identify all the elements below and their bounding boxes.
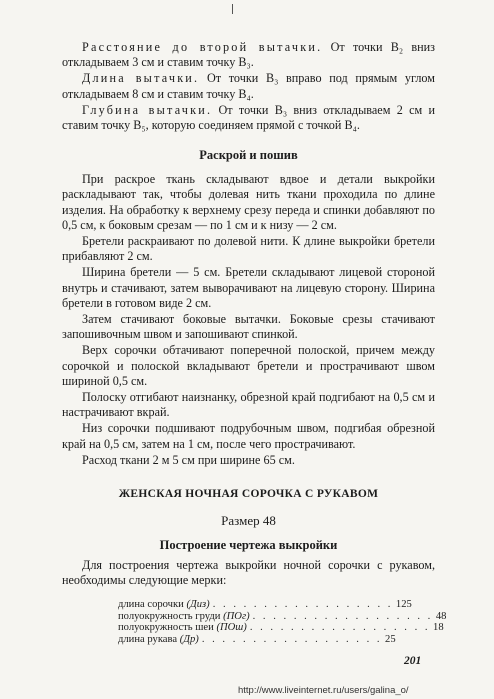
chapter-title: ЖЕНСКАЯ НОЧНАЯ СОРОЧКА С РУКАВОМ <box>118 488 379 500</box>
paragraph: Расход ткани 2 м 5 см при ширине 65 см. <box>82 452 295 467</box>
subsection-title: Построение чертежа выкройки <box>159 538 338 552</box>
paragraph: Для построения чертежа выкройки ночной сорочки с рукавом, необходимы следующие мерки: <box>62 558 435 588</box>
paragraph: При раскрое ткань складывают вдвое и детали выкройки раскладывают так, чтобы долевая нить ткани проходила по длине изделия. На обработку к верхнему срезу переда и спинки добавляют по 0,5 см, к боковым срезам — по 1 см и к низу — 2 см. <box>62 172 435 232</box>
measurement-row <box>118 633 396 646</box>
measurement-label: полуокружность шеи <box>118 622 214 633</box>
section-title: Раскрой и пошив <box>199 148 298 162</box>
paragraph: Верх сорочки обтачивают поперечной полоской, причем между сорочкой и полоской вкладывают бретели и прострачивают швом шириной 0,5 см. <box>62 343 435 388</box>
leader-dots: . . . . . . . . . . . . . . . . . . <box>201 633 383 645</box>
measurement-label: длина рукава <box>118 633 178 645</box>
paragraph <box>62 103 435 133</box>
paragraph: Низ сорочки подшивают подрубочным швом, подгибая обрезной край на 0,5 см, затем на 1 см, после чего прострачивают. <box>62 421 435 451</box>
measurement-code: (ПОш) <box>216 622 247 633</box>
measurement-value: 125 <box>395 599 412 610</box>
measurements-intro <box>62 558 435 588</box>
paragraph-text: От точки В₃ вправо под прямым углом откладываем 8 см и ставим точку В₄. <box>62 71 436 101</box>
measurement-value: 48 <box>435 610 447 622</box>
paragraph: Ширина бретели — 5 см. Бретели складывают лицевой стороной внутрь и стачивают, затем выворачивают на лицевую сторону. Ширина бретели в готовом виде 2 см. <box>62 265 435 310</box>
paragraph-text: От точки В₃ вниз откладываем 2 см и ставим точку В₅, которую соединяем прямой с точкой В₄. <box>62 102 435 133</box>
term: Расстояние до второй вытачки. <box>82 40 323 54</box>
paragraph: Полоску отгибают наизнанку, обрезной край подгибают на 0,5 см и настрачивают вкрай. <box>62 390 435 420</box>
term: Глубина вытачки. <box>82 102 213 117</box>
measurement-code: (Диз) <box>186 599 210 610</box>
measurement-row <box>118 622 444 634</box>
cutting-sewing-section <box>62 148 435 468</box>
scan-mark <box>232 4 233 14</box>
measurement-code: (ПОг) <box>223 610 250 622</box>
leader-dots: . . . . . . . . . . . . . . . . . . <box>249 622 431 633</box>
measurement-code: (Др) <box>179 633 199 645</box>
measurement-value: 18 <box>433 622 444 633</box>
page-number: 201 <box>404 655 422 667</box>
paragraph <box>62 40 435 70</box>
measurement-label: длина сорочки <box>118 599 184 610</box>
paragraph-text: От точки В₂ вниз откладываем 3 см и ставим точку В₃. <box>62 40 435 70</box>
paragraph: Затем стачивают боковые вытачки. Боковые срезы стачивают запошивочным швом и запошивают спинкой. <box>62 312 435 342</box>
leader-dots: . . . . . . . . . . . . . . . . . . <box>252 610 433 622</box>
measurement-row <box>118 610 447 623</box>
term: Длина вытачки. <box>82 71 200 86</box>
paragraph <box>62 71 435 101</box>
size-title: Размер 48 <box>221 513 276 528</box>
measurement-label: полуокружность груди <box>118 610 221 622</box>
measurement-value: 25 <box>385 633 396 645</box>
paragraph: Бретели раскраивают по долевой нити. К длине выкройки бретели прибавляют 2 см. <box>62 234 435 264</box>
measurements-list <box>118 599 447 645</box>
source-url[interactable]: http://www.liveinternet.ru/users/galina_o/ <box>238 685 409 696</box>
leader-dots: . . . . . . . . . . . . . . . . . . <box>212 599 393 610</box>
dart-instructions <box>62 40 435 133</box>
measurement-row <box>118 599 412 611</box>
